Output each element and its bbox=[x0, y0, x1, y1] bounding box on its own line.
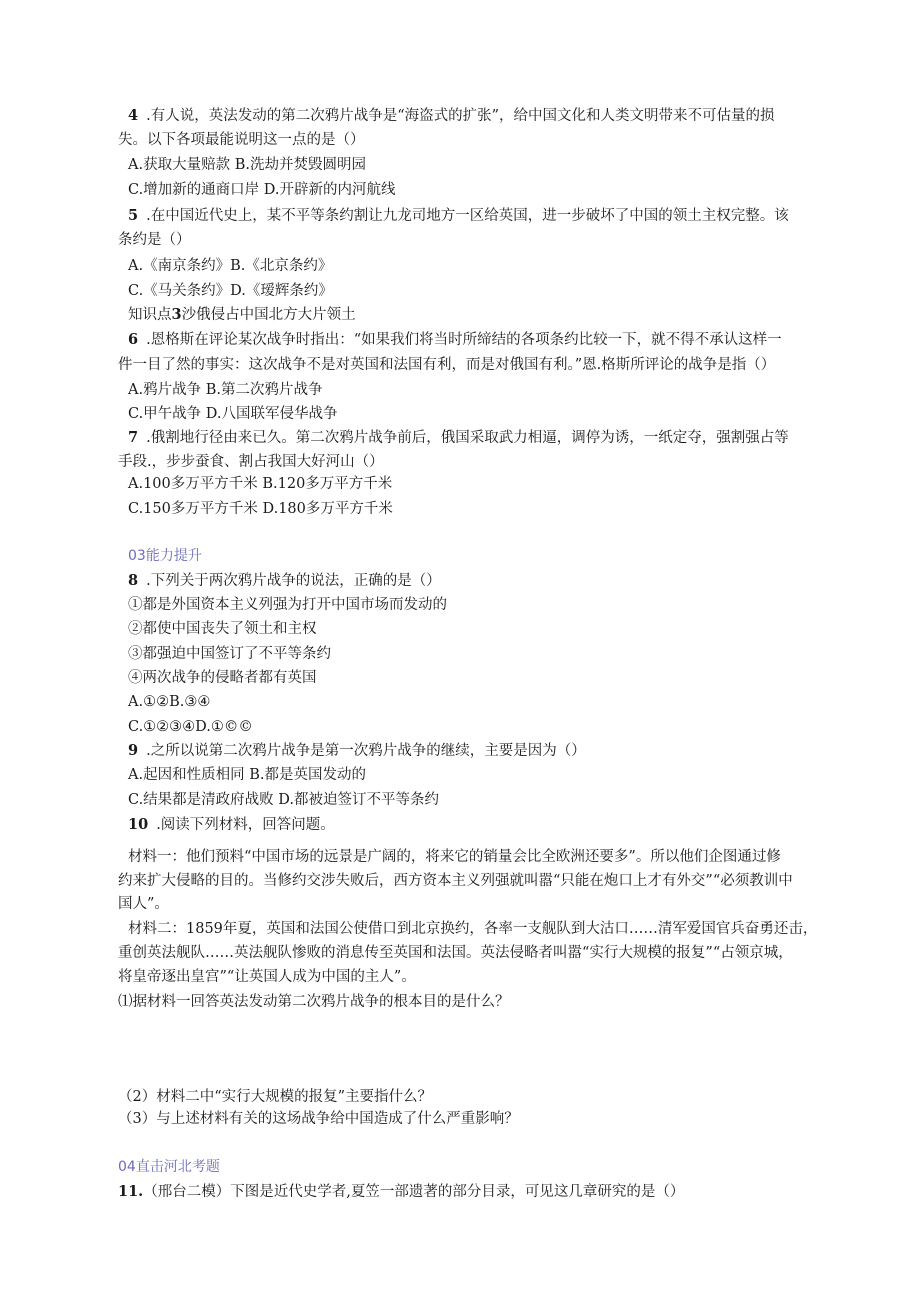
q11-number: 11. bbox=[118, 1183, 144, 1200]
q8-options-cd: C.①②③④D.①©© bbox=[128, 719, 253, 735]
q4-options-cd: C.增加新的通商口岸 D.开辟新的内河航线 bbox=[128, 182, 396, 198]
q5-line2: 条约是（） bbox=[118, 232, 191, 248]
kp3-text: 沙俄侵占中国北方大片领土 bbox=[181, 307, 356, 323]
section-heading-04: 04直击河北考题 bbox=[118, 1159, 220, 1175]
kp3-prefix: 知识点 bbox=[128, 307, 172, 323]
q4-line1 bbox=[128, 106, 775, 126]
q9-number: 9 bbox=[128, 742, 139, 759]
q6-options-cd: C.甲午战争 D.八国联军侵华战争 bbox=[128, 406, 338, 422]
q6-options-ab: A.鸦片战争 B.第二次鸦片战争 bbox=[128, 382, 323, 398]
q10-subquestion-2: （2）材料二中“实行大规模的报复”主要指什么？ bbox=[118, 1089, 433, 1105]
q6-line2: 件一目了然的事实：这次战争不是对英国和法国有利，而是对俄国有利。”恩.格斯所评论的战争是指（） bbox=[118, 357, 776, 373]
q10-material2-line2: 重创英法舰队……英法舰队惨败的消息传至英国和法国。英法侵略者叫嚣“实行大规模的报复”“占领京城， bbox=[118, 945, 793, 961]
q10-material1-line3: 国人”。 bbox=[118, 896, 169, 912]
q10-text1: .阅读下列材料，回答问题。 bbox=[156, 817, 335, 833]
q4-options-ab: A.获取大量赔款 B.洗劫并焚毁圆明园 bbox=[128, 157, 366, 173]
q9-text1: .之所以说第二次鸦片战争是第一次鸦片战争的继续，主要是因为（） bbox=[146, 743, 586, 759]
q9-line1 bbox=[128, 741, 586, 761]
q5-options-cd: C.《马关条约》D.《瑷辉条约》 bbox=[128, 283, 333, 299]
q8-line1 bbox=[128, 571, 441, 591]
q7-line2: 手段.，步步蚕食、割占我国大好河山（） bbox=[118, 454, 384, 470]
q7-line1 bbox=[128, 428, 789, 448]
q8-statement-1: ①都是外国资本主义列强为打开中国市场而发动的 bbox=[128, 597, 447, 613]
q7-text1: .俄割地行径由来已久。第二次鸦片战争前后，俄国采取武力相逼，调停为诱，一纸定夺，强割强占等 bbox=[146, 430, 789, 446]
kp3-number: 3 bbox=[171, 306, 182, 323]
knowledge-point-3 bbox=[128, 305, 356, 325]
q10-subquestion-1: ⑴据材料一回答英法发动第二次鸦片战争的根本目的是什么？ bbox=[118, 994, 510, 1010]
q8-options-ab: A.①②B.③④ bbox=[128, 694, 211, 710]
q5-options-ab: A.《南京条约》B.《北京条约》 bbox=[128, 258, 333, 274]
q4-line2: 失。以下各项最能说明这一点的是（） bbox=[118, 132, 365, 148]
q8-statement-3: ③都强迫中国签订了不平等条约 bbox=[128, 646, 331, 662]
q6-number: 6 bbox=[128, 331, 139, 348]
q10-line1 bbox=[128, 815, 335, 835]
q4-text1: .有人说，英法发动的第二次鸦片战争是“海盗式的扩张”，给中国文化和人类文明带来不可估量的损 bbox=[146, 108, 775, 124]
q7-options-ab: A.100多万平方千米 B.120多万平方千米 bbox=[128, 476, 393, 492]
q10-material2-line1: 材料二：1859年夏，英国和法国公使借口到北京换约，各率一支舰队到大沽口……清军爱国官兵奋勇还击， bbox=[128, 921, 818, 937]
q9-options-cd: C.结果都是清政府战败 D.都被迫签订不平等条约 bbox=[128, 792, 440, 808]
q10-material2-line3: 将皇帝逐出皇宫”“让英国人成为中国的主人”。 bbox=[118, 969, 416, 985]
q7-options-cd: C.150多万平方千米 D.180多万平方千米 bbox=[128, 501, 393, 517]
section-heading-03: 03能力提升 bbox=[128, 548, 202, 564]
q8-statement-4: ④两次战争的侵略者都有英国 bbox=[128, 670, 317, 686]
q5-number: 5 bbox=[128, 207, 139, 224]
q6-line1 bbox=[128, 330, 782, 350]
q10-subquestion-3: （3）与上述材料有关的这场战争给中国造成了什么严重影响？ bbox=[118, 1111, 519, 1127]
q10-material1-line1: 材料一：他们预料“中国市场的远景是广阔的，将来它的销量会比全欧洲还要多”。所以他们企图通过修 bbox=[128, 849, 781, 865]
q8-text1: .下列关于两次鸦片战争的说法，正确的是（） bbox=[146, 573, 441, 589]
q11-line1 bbox=[118, 1182, 684, 1202]
q6-text1: .恩格斯在评论某次战争时指出：“如果我们将当时所缔结的各项条约比较一下，就不得不承认这样一 bbox=[146, 332, 782, 348]
q10-number: 10 bbox=[128, 816, 149, 833]
q8-statement-2: ②都使中国丧失了领土和主权 bbox=[128, 621, 317, 637]
q5-line1 bbox=[128, 206, 789, 226]
q10-material1-line2: 约来扩大侵略的目的。当修约交涉失败后，西方资本主义列强就叫嚣“只能在炮口上才有外交”“必须教训中 bbox=[118, 873, 793, 889]
q7-number: 7 bbox=[128, 429, 139, 446]
q11-text1: （邢台二模）下图是近代史学者,夏笠一部遗著的部分目录，可见这几章研究的是（） bbox=[143, 1184, 685, 1200]
q4-number: 4 bbox=[128, 107, 139, 124]
q9-options-ab: A.起因和性质相同 B.都是英国发动的 bbox=[128, 767, 366, 783]
q8-number: 8 bbox=[128, 572, 139, 589]
q5-text1: .在中国近代史上，某不平等条约割让九龙司地方一区给英国，进一步破坏了中国的领土主权完整。该 bbox=[146, 208, 789, 224]
